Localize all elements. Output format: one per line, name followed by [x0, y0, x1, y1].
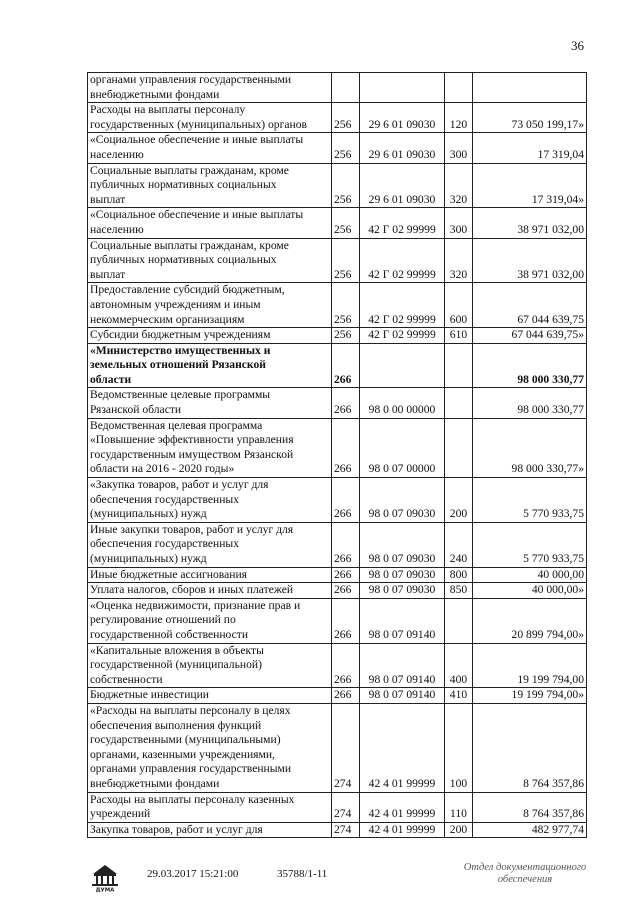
row-sum: 67 044 639,75» [473, 328, 587, 344]
row-csr: 42 Г 02 99999 [360, 238, 445, 283]
row-vr: 600 [445, 283, 473, 328]
budget-table-body [88, 73, 587, 838]
row-vr: 410 [445, 688, 473, 704]
table-row [88, 343, 587, 388]
row-sum: 73 050 199,17» [473, 103, 587, 133]
row-name: Расходы на выплаты персоналу казенных учреждений [88, 792, 332, 822]
budget-table [87, 72, 587, 838]
row-vr: 100 [445, 703, 473, 792]
row-code: 266 [332, 643, 360, 688]
table-row [88, 792, 587, 822]
row-sum: 482 977,74 [473, 822, 587, 838]
table-row [88, 643, 587, 688]
row-csr: 42 4 01 99999 [360, 703, 445, 792]
table-row [88, 583, 587, 599]
row-csr: 42 Г 02 99999 [360, 328, 445, 344]
table-row [88, 522, 587, 567]
row-code: 266 [332, 418, 360, 477]
row-csr: 29 6 01 09030 [360, 103, 445, 133]
row-vr: 120 [445, 103, 473, 133]
row-vr [445, 73, 473, 103]
row-code: 256 [332, 283, 360, 328]
row-sum: 67 044 639,75 [473, 283, 587, 328]
logo-text: ДУМА [95, 887, 115, 892]
row-vr [445, 388, 473, 418]
row-sum: 19 199 794,00 [473, 643, 587, 688]
row-name: Иные бюджетные ассигнования [88, 567, 332, 583]
row-name: «Социальное обеспечение и иные выплаты населению [88, 133, 332, 163]
row-vr [445, 418, 473, 477]
row-csr: 98 0 00 00000 [360, 388, 445, 418]
stamp-line-1: Отдел документационного [463, 862, 587, 873]
row-vr: 240 [445, 522, 473, 567]
row-name: Бюджетные инвестиции [88, 688, 332, 704]
row-vr: 300 [445, 133, 473, 163]
row-sum [473, 73, 587, 103]
row-vr: 320 [445, 163, 473, 208]
row-code: 274 [332, 822, 360, 838]
row-csr: 98 0 07 00000 [360, 418, 445, 477]
row-sum: 17 319,04 [473, 133, 587, 163]
row-csr: 98 0 07 09140 [360, 688, 445, 704]
row-csr: 98 0 07 09030 [360, 567, 445, 583]
row-name: «Расходы на выплаты персоналу в целях обеспечения выполнения функций государственными (муниципальными) органами, казенными учреждениями, органами управления государственными внебюджетными фондами [88, 703, 332, 792]
row-code: 256 [332, 328, 360, 344]
row-name: Социальные выплаты гражданам, кроме публичных нормативных социальных выплат [88, 238, 332, 283]
row-name: Закупка товаров, работ и услуг для [88, 822, 332, 838]
row-code: 274 [332, 792, 360, 822]
footer-doc-number: 35788/1-11 [277, 868, 328, 880]
row-csr: 98 0 07 09030 [360, 522, 445, 567]
row-name: Расходы на выплаты персоналу государственных (муниципальных) органов [88, 103, 332, 133]
row-sum: 19 199 794,00» [473, 688, 587, 704]
row-code: 256 [332, 103, 360, 133]
row-code: 256 [332, 133, 360, 163]
row-sum: 98 000 330,77 [473, 388, 587, 418]
row-sum: 40 000,00 [473, 567, 587, 583]
table-row [88, 703, 587, 792]
row-code: 256 [332, 208, 360, 238]
row-name: Иные закупки товаров, работ и услуг для обеспечения государственных (муниципальных) нужд [88, 522, 332, 567]
row-sum: 5 770 933,75 [473, 522, 587, 567]
table-row [88, 238, 587, 283]
table-row [88, 388, 587, 418]
row-csr: 42 Г 02 99999 [360, 283, 445, 328]
row-name: «Социальное обеспечение и иные выплаты населению [88, 208, 332, 238]
row-code: 266 [332, 388, 360, 418]
row-vr: 850 [445, 583, 473, 599]
table-row [88, 103, 587, 133]
row-name: Ведомственная целевая программа «Повышение эффективности управления государственным имуществом Рязанской области на 2016 - 2020 годы» [88, 418, 332, 477]
row-vr: 610 [445, 328, 473, 344]
row-csr: 42 Г 02 99999 [360, 208, 445, 238]
row-name: органами управления государственными внебюджетными фондами [88, 73, 332, 103]
row-sum: 40 000,00» [473, 583, 587, 599]
table-row [88, 822, 587, 838]
row-name: Субсидии бюджетным учреждениям [88, 328, 332, 344]
row-name: «Закупка товаров, работ и услуг для обеспечения государственных (муниципальных) нужд [88, 478, 332, 523]
row-code: 266 [332, 522, 360, 567]
table-row [88, 418, 587, 477]
table-row [88, 208, 587, 238]
row-sum: 38 971 032,00 [473, 208, 587, 238]
table-row [88, 567, 587, 583]
row-code: 266 [332, 598, 360, 643]
row-sum: 8 764 357,86 [473, 792, 587, 822]
row-sum: 20 899 794,00» [473, 598, 587, 643]
row-code: 256 [332, 238, 360, 283]
row-csr [360, 343, 445, 388]
row-vr: 800 [445, 567, 473, 583]
row-code [332, 73, 360, 103]
table-row [88, 688, 587, 704]
row-code: 266 [332, 583, 360, 599]
page-number: 36 [571, 38, 584, 53]
row-sum: 8 764 357,86 [473, 703, 587, 792]
table-row [88, 73, 587, 103]
row-csr: 42 4 01 99999 [360, 822, 445, 838]
row-name: Ведомственные целевые программы Рязанской области [88, 388, 332, 418]
row-csr: 98 0 07 09030 [360, 583, 445, 599]
row-name: Уплата налогов, сборов и иных платежей [88, 583, 332, 599]
row-vr: 300 [445, 208, 473, 238]
row-csr: 98 0 07 09140 [360, 643, 445, 688]
table-row [88, 283, 587, 328]
row-vr: 320 [445, 238, 473, 283]
row-vr: 400 [445, 643, 473, 688]
row-csr: 29 6 01 09030 [360, 163, 445, 208]
row-csr: 98 0 07 09030 [360, 478, 445, 523]
duma-logo-icon [90, 864, 120, 892]
row-code: 274 [332, 703, 360, 792]
stamp-line-2: обеспечения [497, 874, 553, 885]
table-row [88, 598, 587, 643]
row-sum: 98 000 330,77» [473, 418, 587, 477]
row-code: 266 [332, 567, 360, 583]
row-vr: 200 [445, 478, 473, 523]
row-sum: 17 319,04» [473, 163, 587, 208]
row-sum: 5 770 933,75 [473, 478, 587, 523]
row-sum: 98 000 330,77 [473, 343, 587, 388]
row-csr [360, 73, 445, 103]
table-row [88, 163, 587, 208]
table-row [88, 133, 587, 163]
row-csr: 98 0 07 09140 [360, 598, 445, 643]
row-vr: 110 [445, 792, 473, 822]
row-sum: 38 971 032,00 [473, 238, 587, 283]
row-name: Предоставление субсидий бюджетным, автономным учреждениям и иным некоммерческим организациям [88, 283, 332, 328]
row-name: «Оценка недвижимости, признание прав и регулирование отношений по государственной собственности [88, 598, 332, 643]
row-code: 266 [332, 688, 360, 704]
row-code: 266 [332, 343, 360, 388]
table-row [88, 478, 587, 523]
row-code: 266 [332, 478, 360, 523]
row-vr: 200 [445, 822, 473, 838]
row-code: 256 [332, 163, 360, 208]
row-name: Социальные выплаты гражданам, кроме публичных нормативных социальных выплат [88, 163, 332, 208]
row-vr [445, 343, 473, 388]
table-row [88, 328, 587, 344]
row-name: «Министерство имущественных и земельных отношений Рязанской области [88, 343, 332, 388]
row-csr: 42 4 01 99999 [360, 792, 445, 822]
department-stamp [440, 862, 610, 886]
row-name: «Капитальные вложения в объекты государственной (муниципальной) собственности [88, 643, 332, 688]
row-csr: 29 6 01 09030 [360, 133, 445, 163]
row-vr [445, 598, 473, 643]
footer-date: 29.03.2017 15:21:00 [147, 868, 239, 880]
